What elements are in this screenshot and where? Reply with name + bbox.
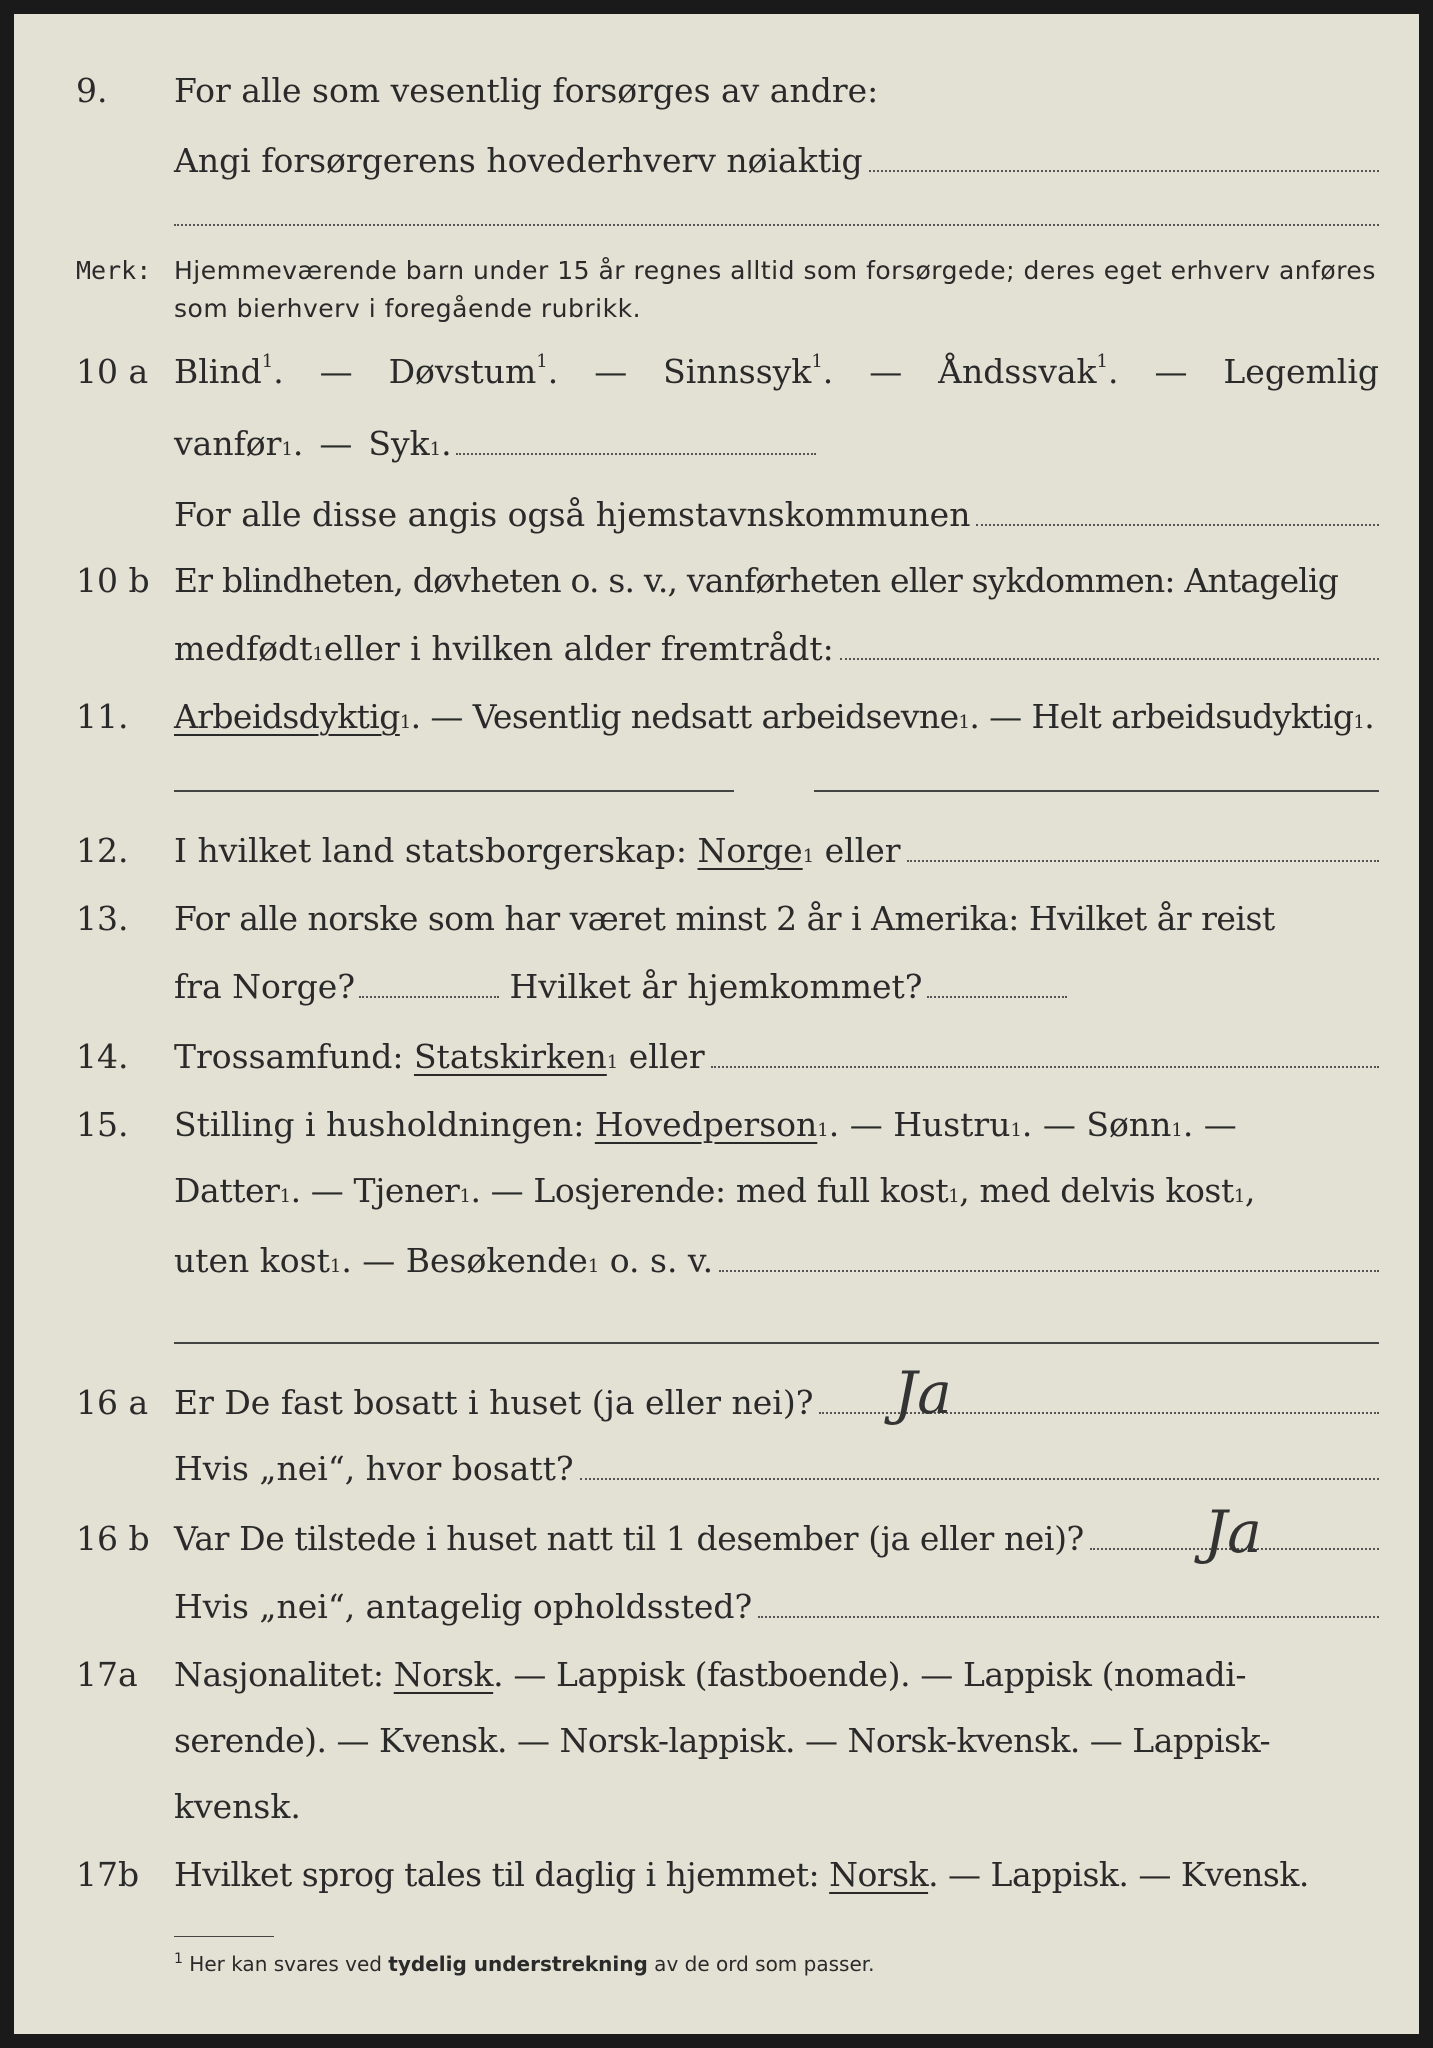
q14-eller: eller [618,1037,705,1076]
opt-norsk-sprog[interactable]: Norsk [829,1855,929,1894]
opt-uten-kost[interactable]: uten kost [174,1241,330,1280]
q15-line3: uten kost 1 . — Besøkende 1 o. s. v. [14,1236,1419,1286]
q16a-question: Er De fast bosatt i huset (ja eller nei)? [174,1383,814,1422]
footnote: $^1$ Her kan svares ved tydelig understrekning av de ord som passer. [174,1951,875,1976]
q16b-line2 [14,1582,1419,1632]
q15-number: 15. [76,1105,129,1144]
q17b-number: 17b [76,1855,140,1894]
q10a-answer-field[interactable] [456,452,816,455]
q9-answer-field[interactable] [869,169,1379,172]
q13-question: For alle norske som har været minst 2 år i Amerika: Hvilket år reist [174,899,1275,938]
q16b-opholdssted: Hvis „nei“, antagelig opholdssted? [174,1587,753,1626]
opt-syk[interactable]: Syk [368,424,430,463]
q17a-line3 [14,1782,1419,1832]
q12-eller: eller [814,831,901,870]
q10a-hjemstavn: For alle disse angis også hjemstavnskommunen [174,495,971,534]
q10a-line3 [14,490,1419,540]
q13-line2 [14,962,1419,1012]
q13-number: 13. [76,899,129,938]
q17b-question: Hvilket sprog tales til daglig i hjemmet: [174,1855,830,1894]
q14-question: Trossamfund: [174,1037,414,1076]
q14-line: 14. Trossamfund: Statskirken 1 eller [14,1032,1419,1082]
q15-answer-field[interactable] [719,1269,1379,1272]
q17a-question: Nasjonalitet: [174,1655,394,1694]
opt-sinnssyk[interactable]: Sinnssyk [663,352,812,391]
q10b-alder: eller i hvilken alder fremtrådt: [323,629,834,668]
merk-text: Hjemmeværende barn under 15 år regnes alltid som forsørgede; deres eget erhverv anføres som bierhverv i foregående rubrikk. [174,256,1376,323]
q17a-kvensk: kvensk. [174,1787,301,1826]
q14-answer-field[interactable] [711,1065,1379,1068]
q12-question: I hvilket land statsborgerskap: [174,831,698,870]
q17b-line: 17b Hvilket sprog tales til daglig i hjemmet: Norsk . — Lappisk. — Kvensk. [14,1850,1419,1900]
opt-hovedperson[interactable]: Hovedperson [594,1105,818,1144]
q10a-line2: vanfør 1 . — Syk 1 . [14,419,1419,469]
q13-reist-field[interactable] [359,995,499,998]
q16a-line1 [14,1378,1419,1428]
q13-hjemkommet-field[interactable] [927,995,1067,998]
q15-question: Stilling i husholdningen: [174,1105,595,1144]
opt-andssvak[interactable]: Åndssvak [938,352,1097,391]
q10b-line2: medfødt 1 eller i hvilken alder fremtrådt: [14,624,1419,674]
q9-line2 [14,136,1419,186]
q16a-number: 16 a [76,1383,149,1422]
q17a-line1: 17a Nasjonalitet: Norsk . — Lappisk (fastboende). — Lappisk (nomadi- [14,1650,1419,1700]
merk-label: Merk: [76,256,152,285]
q15-line2: Datter 1 . — Tjener 1 . — Losjerende: med full kost 1 , med delvis kost 1 , [14,1166,1419,1216]
q17a-options: serende). — Kvensk. — Norsk-lappisk. — Norsk-kvensk. — Lappisk- [174,1721,1271,1760]
opt-datter[interactable]: Datter [174,1171,280,1210]
q16b-opholdssted-field[interactable] [758,1615,1379,1618]
q16b-number: 16 b [76,1519,150,1558]
q12-line: 12. I hvilket land statsborgerskap: Norge 1 eller [14,826,1419,876]
divider-right [814,790,1379,792]
q17a-number: 17a [76,1655,138,1694]
q14-number: 14. [76,1037,129,1076]
opt-arbeidsdyktig[interactable]: Arbeidsdyktig [174,697,400,736]
q13-hjemkommet: Hvilket år hjemkommet? [499,967,923,1006]
q10a-line1: 10 a Blind$^1$. — Døvstum$^1$. — Sinnssyk$^1$. — Åndssvak$^1$. — Legemlig [14,347,1419,397]
q16a-bosatt: Hvis „nei“, hvor bosatt? [174,1449,574,1488]
q10b-answer-field[interactable] [840,657,1379,660]
merk-note [76,252,1379,332]
q9-question: For alle som vesentlig forsørges av andre: [174,71,879,110]
q16a-handwritten-answer: Ja [894,1359,952,1427]
q11-number: 11. [76,697,129,736]
q17a-line2 [14,1716,1419,1766]
divider-2 [174,1342,1379,1344]
opt-vanfor[interactable]: vanfør [174,424,282,463]
q15-line1: 15. Stilling i husholdningen: Hovedperson 1 . — Hustru 1 . — Sønn 1 . — [14,1100,1419,1150]
footnote-rule [174,1936,274,1937]
q10a-hjemstavn-field[interactable] [976,523,1379,526]
q9-question-2: Angi forsørgerens hovederhverv nøiaktig [174,141,863,180]
q16a-bosatt-field[interactable] [580,1477,1379,1480]
q10b-number: 10 b [76,561,150,600]
q11-b: . — Vesentlig nedsatt arbeidsevne [410,697,959,736]
census-form-page [14,14,1419,2034]
q16a-line2 [14,1444,1419,1494]
q9-line1 [14,66,1419,116]
opt-norsk-nasjonalitet[interactable]: Norsk [393,1655,494,1694]
opt-blind[interactable]: Blind [174,352,262,391]
q10b-question: Er blindheten, døvheten o. s. v., vanførheten eller sykdommen: Antagelig [174,561,1339,600]
opt-statskirken[interactable]: Statskirken [413,1037,607,1076]
q13-reist: fra Norge? [174,967,356,1006]
q16b-handwritten-answer: Ja [1204,1498,1262,1566]
q11-c: . — Helt arbeidsudyktig [969,697,1354,736]
opt-dovstum[interactable]: Døvstum [388,352,537,391]
divider-left [174,790,734,792]
opt-norge[interactable]: Norge [697,831,803,870]
q10b-line1 [14,556,1419,606]
q11-line: 11. Arbeidsdyktig 1 . — Vesentlig nedsatt arbeidsevne 1 . — Helt arbeidsudyktig 1 . [14,692,1419,742]
q10a-number: 10 a [76,352,149,391]
q9-number: 9. [76,71,108,110]
q12-answer-field[interactable] [907,859,1379,862]
q9-extra-answer-line[interactable] [174,224,1379,226]
q13-line1 [14,894,1419,944]
opt-legemlig[interactable]: Legemlig [1223,352,1379,391]
q12-number: 12. [76,831,129,870]
opt-medfodt[interactable]: medfødt [174,629,313,668]
q16b-question: Var De tilstede i huset natt til 1 desember (ja eller nei)? [174,1519,1084,1558]
